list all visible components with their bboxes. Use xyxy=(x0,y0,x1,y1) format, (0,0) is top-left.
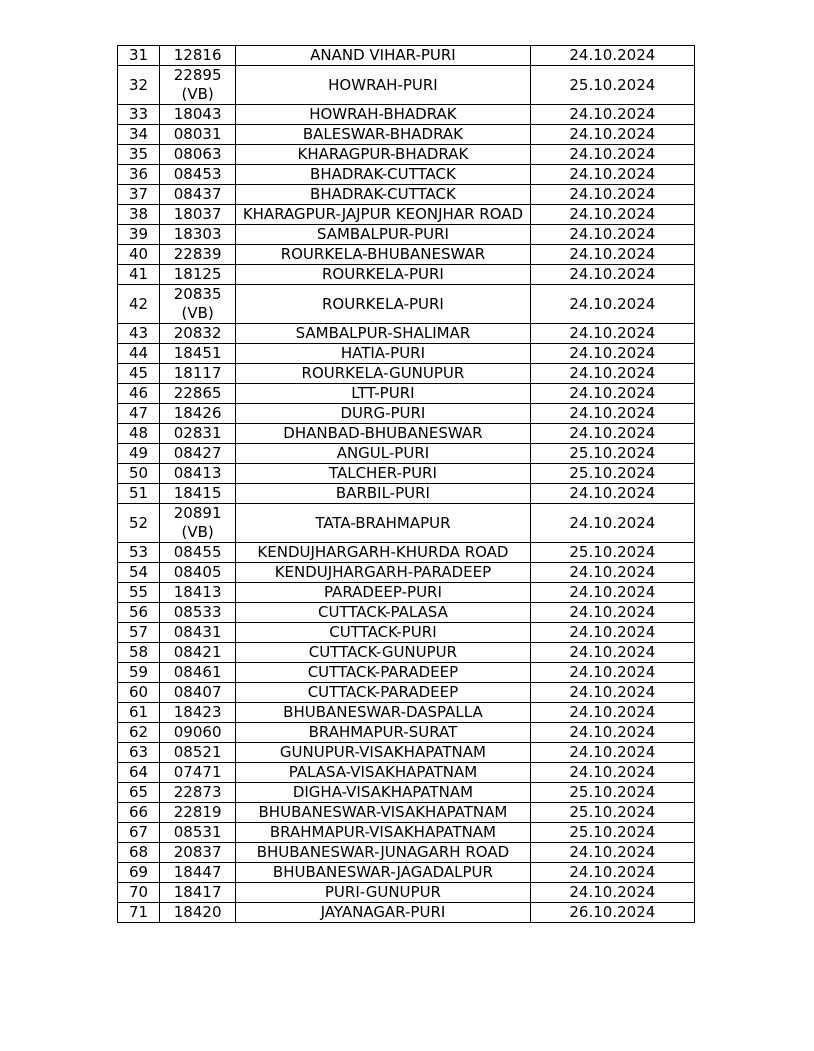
serial-number-cell: 55 xyxy=(118,583,160,603)
date-cell: 24.10.2024 xyxy=(530,404,694,424)
date-cell: 24.10.2024 xyxy=(530,324,694,344)
date-cell: 24.10.2024 xyxy=(530,743,694,763)
date-cell: 26.10.2024 xyxy=(530,903,694,923)
serial-number-cell: 32 xyxy=(118,66,160,105)
train-number-cell: 18420 xyxy=(160,903,236,923)
serial-number-cell: 40 xyxy=(118,245,160,265)
route-cell: HOWRAH-BHADRAK xyxy=(236,105,531,125)
table-row xyxy=(118,285,695,324)
route-cell: JAYANAGAR-PURI xyxy=(236,903,531,923)
table-row xyxy=(118,384,695,404)
table-row xyxy=(118,883,695,903)
serial-number-cell: 44 xyxy=(118,344,160,364)
table-row xyxy=(118,663,695,683)
table-row xyxy=(118,683,695,703)
serial-number-cell: 60 xyxy=(118,683,160,703)
date-cell: 25.10.2024 xyxy=(530,464,694,484)
serial-number-cell: 54 xyxy=(118,563,160,583)
train-number-cell: 08437 xyxy=(160,185,236,205)
table-row xyxy=(118,324,695,344)
table-row xyxy=(118,843,695,863)
table-row xyxy=(118,583,695,603)
date-cell: 24.10.2024 xyxy=(530,863,694,883)
table-row xyxy=(118,364,695,384)
train-number-cell: 08427 xyxy=(160,444,236,464)
route-cell: PURI-GUNUPUR xyxy=(236,883,531,903)
route-cell: HOWRAH-PURI xyxy=(236,66,531,105)
table-row xyxy=(118,66,695,105)
train-number-cell: 18037 xyxy=(160,205,236,225)
train-number-cell: 08407 xyxy=(160,683,236,703)
table-row xyxy=(118,863,695,883)
route-cell: CUTTACK-GUNUPUR xyxy=(236,643,531,663)
train-number-cell: 08531 xyxy=(160,823,236,843)
serial-number-cell: 62 xyxy=(118,723,160,743)
date-cell: 24.10.2024 xyxy=(530,424,694,444)
train-number-cell: 08431 xyxy=(160,623,236,643)
train-number-cell: 18413 xyxy=(160,583,236,603)
serial-number-cell: 57 xyxy=(118,623,160,643)
date-cell: 24.10.2024 xyxy=(530,185,694,205)
train-number-cell: 18117 xyxy=(160,364,236,384)
serial-number-cell: 38 xyxy=(118,205,160,225)
date-cell: 24.10.2024 xyxy=(530,265,694,285)
train-number-cell: 20832 xyxy=(160,324,236,344)
table-row xyxy=(118,823,695,843)
table-row xyxy=(118,543,695,563)
serial-number-cell: 42 xyxy=(118,285,160,324)
route-cell: CUTTACK-PARADEEP xyxy=(236,663,531,683)
route-cell: BHADRAK-CUTTACK xyxy=(236,165,531,185)
train-number-cell: 22819 xyxy=(160,803,236,823)
table-row xyxy=(118,763,695,783)
route-cell: BRAHMAPUR-VISAKHAPATNAM xyxy=(236,823,531,843)
train-number-cell: 08453 xyxy=(160,165,236,185)
train-number-cell: 20891 (VB) xyxy=(160,504,236,543)
date-cell: 24.10.2024 xyxy=(530,563,694,583)
route-cell: LTT-PURI xyxy=(236,384,531,404)
serial-number-cell: 69 xyxy=(118,863,160,883)
route-cell: GUNUPUR-VISAKHAPATNAM xyxy=(236,743,531,763)
route-cell: BHUBANESWAR-DASPALLA xyxy=(236,703,531,723)
table-row xyxy=(118,225,695,245)
table-row xyxy=(118,404,695,424)
serial-number-cell: 47 xyxy=(118,404,160,424)
serial-number-cell: 58 xyxy=(118,643,160,663)
table-row xyxy=(118,424,695,444)
date-cell: 24.10.2024 xyxy=(530,504,694,543)
date-cell: 24.10.2024 xyxy=(530,165,694,185)
route-cell: SAMBALPUR-SHALIMAR xyxy=(236,324,531,344)
route-cell: BRAHMAPUR-SURAT xyxy=(236,723,531,743)
route-cell: BHUBANESWAR-JUNAGARH ROAD xyxy=(236,843,531,863)
train-number-cell: 22895 (VB) xyxy=(160,66,236,105)
train-number-cell: 09060 xyxy=(160,723,236,743)
train-number-cell: 08455 xyxy=(160,543,236,563)
date-cell: 24.10.2024 xyxy=(530,205,694,225)
date-cell: 24.10.2024 xyxy=(530,703,694,723)
serial-number-cell: 50 xyxy=(118,464,160,484)
date-cell: 25.10.2024 xyxy=(530,783,694,803)
serial-number-cell: 35 xyxy=(118,145,160,165)
train-number-cell: 22839 xyxy=(160,245,236,265)
date-cell: 24.10.2024 xyxy=(530,663,694,683)
serial-number-cell: 52 xyxy=(118,504,160,543)
route-cell: ROURKELA-PURI xyxy=(236,285,531,324)
table-row xyxy=(118,484,695,504)
date-cell: 25.10.2024 xyxy=(530,543,694,563)
date-cell: 24.10.2024 xyxy=(530,583,694,603)
route-cell: SAMBALPUR-PURI xyxy=(236,225,531,245)
date-cell: 24.10.2024 xyxy=(530,683,694,703)
date-cell: 24.10.2024 xyxy=(530,603,694,623)
train-number-cell: 08413 xyxy=(160,464,236,484)
table-row xyxy=(118,205,695,225)
table-row xyxy=(118,185,695,205)
serial-number-cell: 67 xyxy=(118,823,160,843)
serial-number-cell: 71 xyxy=(118,903,160,923)
route-cell: DIGHA-VISAKHAPATNAM xyxy=(236,783,531,803)
route-cell: KHARAGPUR-JAJPUR KEONJHAR ROAD xyxy=(236,205,531,225)
route-cell: BARBIL-PURI xyxy=(236,484,531,504)
route-cell: TALCHER-PURI xyxy=(236,464,531,484)
route-cell: BHADRAK-CUTTACK xyxy=(236,185,531,205)
date-cell: 24.10.2024 xyxy=(530,46,694,66)
date-cell: 24.10.2024 xyxy=(530,344,694,364)
table-row xyxy=(118,603,695,623)
date-cell: 24.10.2024 xyxy=(530,843,694,863)
date-cell: 24.10.2024 xyxy=(530,484,694,504)
table-row xyxy=(118,903,695,923)
train-number-cell: 18447 xyxy=(160,863,236,883)
train-number-cell: 08461 xyxy=(160,663,236,683)
date-cell: 25.10.2024 xyxy=(530,444,694,464)
train-number-cell: 12816 xyxy=(160,46,236,66)
train-number-cell: 18423 xyxy=(160,703,236,723)
serial-number-cell: 66 xyxy=(118,803,160,823)
train-number-cell: 02831 xyxy=(160,424,236,444)
date-cell: 25.10.2024 xyxy=(530,803,694,823)
table-row xyxy=(118,504,695,543)
table-row xyxy=(118,643,695,663)
serial-number-cell: 59 xyxy=(118,663,160,683)
route-cell: PARADEEP-PURI xyxy=(236,583,531,603)
train-number-cell: 08031 xyxy=(160,125,236,145)
serial-number-cell: 53 xyxy=(118,543,160,563)
table-row xyxy=(118,105,695,125)
serial-number-cell: 33 xyxy=(118,105,160,125)
serial-number-cell: 70 xyxy=(118,883,160,903)
date-cell: 25.10.2024 xyxy=(530,823,694,843)
serial-number-cell: 43 xyxy=(118,324,160,344)
route-cell: CUTTACK-PALASA xyxy=(236,603,531,623)
train-number-cell: 22865 xyxy=(160,384,236,404)
train-list-body xyxy=(118,46,695,923)
date-cell: 24.10.2024 xyxy=(530,285,694,324)
date-cell: 24.10.2024 xyxy=(530,125,694,145)
date-cell: 24.10.2024 xyxy=(530,384,694,404)
date-cell: 24.10.2024 xyxy=(530,225,694,245)
table-row xyxy=(118,723,695,743)
date-cell: 25.10.2024 xyxy=(530,66,694,105)
serial-number-cell: 64 xyxy=(118,763,160,783)
route-cell: DHANBAD-BHUBANESWAR xyxy=(236,424,531,444)
route-cell: CUTTACK-PURI xyxy=(236,623,531,643)
table-row xyxy=(118,165,695,185)
route-cell: BHUBANESWAR-JAGADALPUR xyxy=(236,863,531,883)
train-number-cell: 18303 xyxy=(160,225,236,245)
train-number-cell: 08521 xyxy=(160,743,236,763)
date-cell: 24.10.2024 xyxy=(530,643,694,663)
serial-number-cell: 39 xyxy=(118,225,160,245)
serial-number-cell: 61 xyxy=(118,703,160,723)
route-cell: TATA-BRAHMAPUR xyxy=(236,504,531,543)
serial-number-cell: 36 xyxy=(118,165,160,185)
route-cell: CUTTACK-PARADEEP xyxy=(236,683,531,703)
table-row xyxy=(118,464,695,484)
date-cell: 24.10.2024 xyxy=(530,145,694,165)
date-cell: 24.10.2024 xyxy=(530,763,694,783)
route-cell: KENDUJHARGARH-KHURDA ROAD xyxy=(236,543,531,563)
table-row xyxy=(118,46,695,66)
route-cell: ANAND VIHAR-PURI xyxy=(236,46,531,66)
table-row xyxy=(118,803,695,823)
table-row xyxy=(118,743,695,763)
route-cell: HATIA-PURI xyxy=(236,344,531,364)
train-number-cell: 08405 xyxy=(160,563,236,583)
table-row xyxy=(118,783,695,803)
train-number-cell: 08421 xyxy=(160,643,236,663)
serial-number-cell: 34 xyxy=(118,125,160,145)
serial-number-cell: 65 xyxy=(118,783,160,803)
table-row xyxy=(118,344,695,364)
route-cell: DURG-PURI xyxy=(236,404,531,424)
route-cell: ROURKELA-BHUBANESWAR xyxy=(236,245,531,265)
date-cell: 24.10.2024 xyxy=(530,623,694,643)
route-cell: ANGUL-PURI xyxy=(236,444,531,464)
table-row xyxy=(118,563,695,583)
table-row xyxy=(118,703,695,723)
route-cell: ROURKELA-PURI xyxy=(236,265,531,285)
train-number-cell: 20837 xyxy=(160,843,236,863)
route-cell: BHUBANESWAR-VISAKHAPATNAM xyxy=(236,803,531,823)
date-cell: 24.10.2024 xyxy=(530,723,694,743)
train-number-cell: 07471 xyxy=(160,763,236,783)
route-cell: KHARAGPUR-BHADRAK xyxy=(236,145,531,165)
train-number-cell: 18417 xyxy=(160,883,236,903)
train-number-cell: 18426 xyxy=(160,404,236,424)
date-cell: 24.10.2024 xyxy=(530,245,694,265)
serial-number-cell: 41 xyxy=(118,265,160,285)
serial-number-cell: 31 xyxy=(118,46,160,66)
serial-number-cell: 49 xyxy=(118,444,160,464)
train-number-cell: 08533 xyxy=(160,603,236,623)
route-cell: ROURKELA-GUNUPUR xyxy=(236,364,531,384)
train-list-table xyxy=(117,45,695,923)
date-cell: 24.10.2024 xyxy=(530,364,694,384)
route-cell: PALASA-VISAKHAPATNAM xyxy=(236,763,531,783)
table-row xyxy=(118,623,695,643)
table-row xyxy=(118,245,695,265)
serial-number-cell: 63 xyxy=(118,743,160,763)
serial-number-cell: 48 xyxy=(118,424,160,444)
serial-number-cell: 37 xyxy=(118,185,160,205)
date-cell: 24.10.2024 xyxy=(530,105,694,125)
train-number-cell: 18125 xyxy=(160,265,236,285)
train-number-cell: 22873 xyxy=(160,783,236,803)
table-row xyxy=(118,265,695,285)
serial-number-cell: 51 xyxy=(118,484,160,504)
train-number-cell: 20835 (VB) xyxy=(160,285,236,324)
serial-number-cell: 68 xyxy=(118,843,160,863)
train-number-cell: 18043 xyxy=(160,105,236,125)
serial-number-cell: 56 xyxy=(118,603,160,623)
route-cell: KENDUJHARGARH-PARADEEP xyxy=(236,563,531,583)
table-row xyxy=(118,444,695,464)
date-cell: 24.10.2024 xyxy=(530,883,694,903)
table-row xyxy=(118,125,695,145)
route-cell: BALESWAR-BHADRAK xyxy=(236,125,531,145)
train-number-cell: 08063 xyxy=(160,145,236,165)
serial-number-cell: 46 xyxy=(118,384,160,404)
train-number-cell: 18451 xyxy=(160,344,236,364)
serial-number-cell: 45 xyxy=(118,364,160,384)
table-row xyxy=(118,145,695,165)
train-number-cell: 18415 xyxy=(160,484,236,504)
